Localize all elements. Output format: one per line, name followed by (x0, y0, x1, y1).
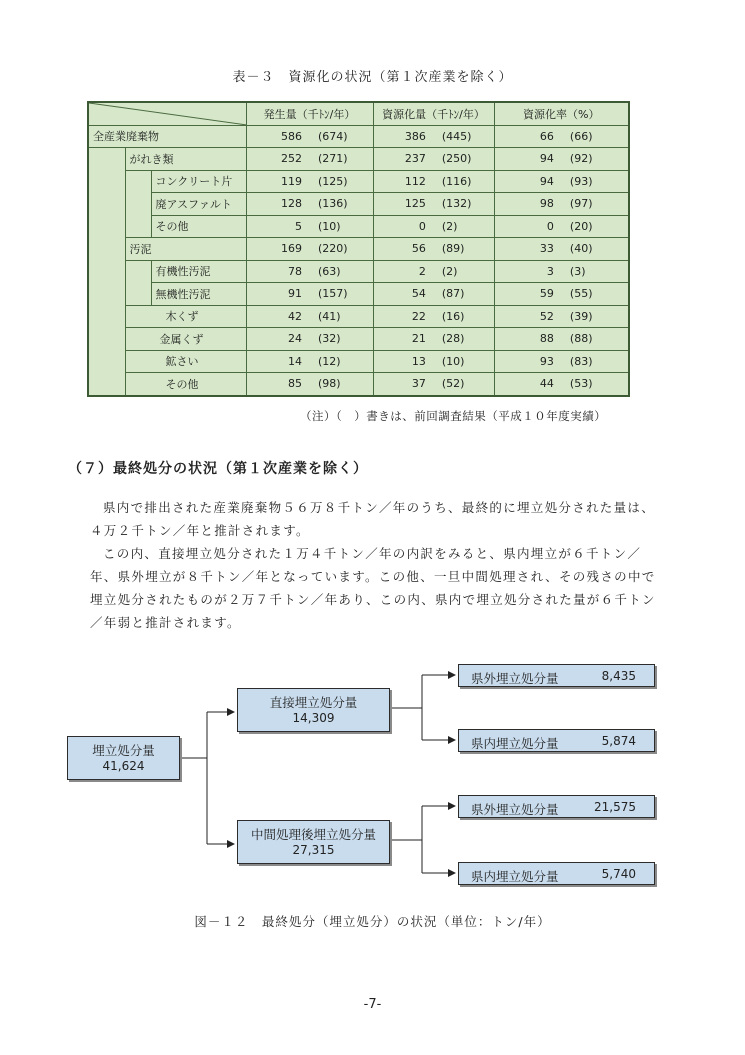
header-rate: 資源化率（%） (494, 102, 629, 125)
direct-inside-label: 県内埋立処分量 (471, 736, 559, 751)
rec-prev: (132) (441, 197, 472, 211)
row-label: 無機性汚泥 (151, 283, 246, 306)
rec-value: 56 (411, 242, 426, 256)
direct-outside-value: 8,435 (601, 669, 636, 683)
rate-value: 66 (539, 129, 554, 143)
table-title: 表－３ 資源化の状況（第１次産業を除く） (232, 70, 513, 85)
gen-value: 169 (281, 242, 303, 256)
rec-value: 112 (404, 174, 426, 188)
rate-prev: (97) (569, 197, 593, 211)
intermediate-inside-box (458, 862, 655, 885)
gen-value: 252 (281, 152, 303, 166)
gen-value: 586 (281, 129, 303, 143)
row-label: その他 (125, 373, 246, 396)
direct-outside-box (458, 664, 655, 687)
direct-label: 直接埋立処分量 (269, 695, 358, 710)
rec-value: 22 (411, 309, 426, 323)
direct-inside-box (458, 729, 655, 752)
gen-prev: (98) (318, 377, 341, 391)
intermediate-inside-value: 5,740 (601, 867, 636, 881)
row-label: その他 (151, 215, 246, 238)
row-label: 金属くず (125, 328, 246, 351)
table-note: （注）（ ）書きは、前回調査結果（平成１０年度実績） (300, 409, 607, 423)
rec-value: 21 (411, 332, 426, 346)
gen-value: 119 (281, 174, 303, 188)
rec-prev: (89) (441, 242, 465, 256)
rec-prev: (116) (441, 174, 472, 188)
gen-value: 5 (295, 219, 303, 233)
paragraph-1: 県内で排出された産業廃棄物５６万８千トン／年のうち、最終的に埋立処分された量は、４万２千トン／年と推計されます。 (90, 500, 656, 538)
rate-value: 3 (546, 264, 554, 278)
row-label: 鉱さい (125, 350, 246, 373)
page-number: -7- (363, 997, 382, 1012)
rate-prev: (88) (569, 332, 593, 346)
intermediate-outside-label: 県外埋立処分量 (471, 802, 559, 817)
rate-prev: (20) (569, 219, 593, 233)
gen-prev: (63) (318, 264, 341, 278)
intermediate-outside-value: 21,575 (594, 800, 636, 814)
rate-value: 98 (539, 197, 554, 211)
rate-prev: (92) (569, 152, 593, 166)
row-label: 木くず (125, 305, 246, 328)
gen-prev: (136) (318, 197, 348, 211)
direct-value: 14,309 (292, 711, 335, 725)
rec-prev: (28) (441, 332, 465, 346)
rate-value: 93 (539, 354, 554, 368)
gen-prev: (220) (318, 242, 348, 256)
gen-prev: (271) (318, 152, 348, 166)
row-label: 全産業廃棄物 (88, 125, 246, 148)
rec-value: 237 (404, 152, 426, 166)
row-label: コンクリート片 (151, 170, 246, 193)
header-recycled: 資源化量（千ﾄﾝ/年） (373, 102, 494, 125)
rec-prev: (87) (441, 287, 465, 301)
rate-prev: (55) (569, 287, 593, 301)
gen-prev: (674) (318, 129, 348, 143)
root-label: 埋立処分量 (92, 743, 155, 758)
row-label: 廃アスファルト (151, 193, 246, 216)
intermediate-box (237, 820, 390, 864)
rec-value: 0 (418, 219, 426, 233)
rate-prev: (83) (569, 354, 593, 368)
gen-value: 14 (288, 354, 303, 368)
rate-prev: (93) (569, 174, 593, 188)
rec-prev: (16) (441, 309, 465, 323)
paragraph-2: この内、直接埋立処分された１万４千トン／年の内訳をみると、県内埋立が６千トン／年、県外埋立が８千トン／年となっています。この他、一旦中間処理され、その残さの中で埋立処分されたものが２万７千トン／年あり、この内、県内で埋立処分された量が６千トン／年弱と推計されます。 (90, 546, 656, 630)
rec-prev: (250) (441, 152, 472, 166)
rec-prev: (445) (441, 129, 472, 143)
figure-caption: 図－１２ 最終処分（埋立処分）の状況（単位：トン/年） (194, 914, 551, 929)
intermediate-outside-box (458, 795, 655, 818)
rate-value: 59 (539, 287, 554, 301)
rate-prev: (40) (569, 242, 593, 256)
direct-inside-value: 5,874 (601, 734, 636, 748)
rate-prev: (53) (569, 377, 593, 391)
direct-box (237, 688, 390, 732)
rec-value: 13 (411, 354, 426, 368)
row-label: 汚泥 (125, 238, 246, 261)
rec-prev: (2) (441, 264, 458, 278)
gen-prev: (41) (318, 309, 341, 323)
gen-prev: (157) (318, 287, 348, 301)
gen-value: 78 (288, 264, 303, 278)
rate-value: 52 (539, 309, 554, 323)
gen-prev: (10) (318, 219, 341, 233)
row-label: がれき類 (125, 148, 246, 171)
rec-prev: (2) (441, 219, 458, 233)
root-box (67, 736, 180, 780)
gen-prev: (125) (318, 174, 348, 188)
intermediate-value: 27,315 (292, 843, 335, 857)
rec-value: 37 (411, 377, 426, 391)
rate-prev: (3) (569, 264, 586, 278)
rate-value: 94 (539, 152, 554, 166)
rate-prev: (39) (569, 309, 593, 323)
rec-prev: (10) (441, 354, 465, 368)
intermediate-inside-label: 県内埋立処分量 (471, 869, 559, 884)
rec-prev: (52) (441, 377, 465, 391)
gen-value: 128 (281, 197, 303, 211)
section-heading: （７）最終処分の状況（第１次産業を除く） (68, 461, 368, 477)
rec-value: 2 (418, 264, 426, 278)
gen-value: 42 (288, 309, 303, 323)
rec-value: 125 (404, 197, 426, 211)
gen-prev: (32) (318, 332, 341, 346)
direct-outside-label: 県外埋立処分量 (471, 671, 559, 686)
rate-value: 33 (539, 242, 554, 256)
row-label: 有機性汚泥 (151, 260, 246, 283)
rate-value: 0 (546, 219, 554, 233)
intermediate-label: 中間処理後埋立処分量 (250, 827, 376, 842)
header-generation: 発生量（千ﾄﾝ/年） (246, 102, 373, 125)
rate-value: 94 (539, 174, 554, 188)
gen-value: 85 (288, 377, 303, 391)
rate-value: 44 (539, 377, 554, 391)
gen-value: 24 (288, 332, 303, 346)
rec-value: 386 (404, 129, 426, 143)
rec-value: 54 (411, 287, 426, 301)
gen-value: 91 (288, 287, 303, 301)
rate-prev: (66) (569, 129, 593, 143)
rate-value: 88 (539, 332, 554, 346)
root-value: 41,624 (102, 759, 145, 773)
gen-prev: (12) (318, 354, 341, 368)
